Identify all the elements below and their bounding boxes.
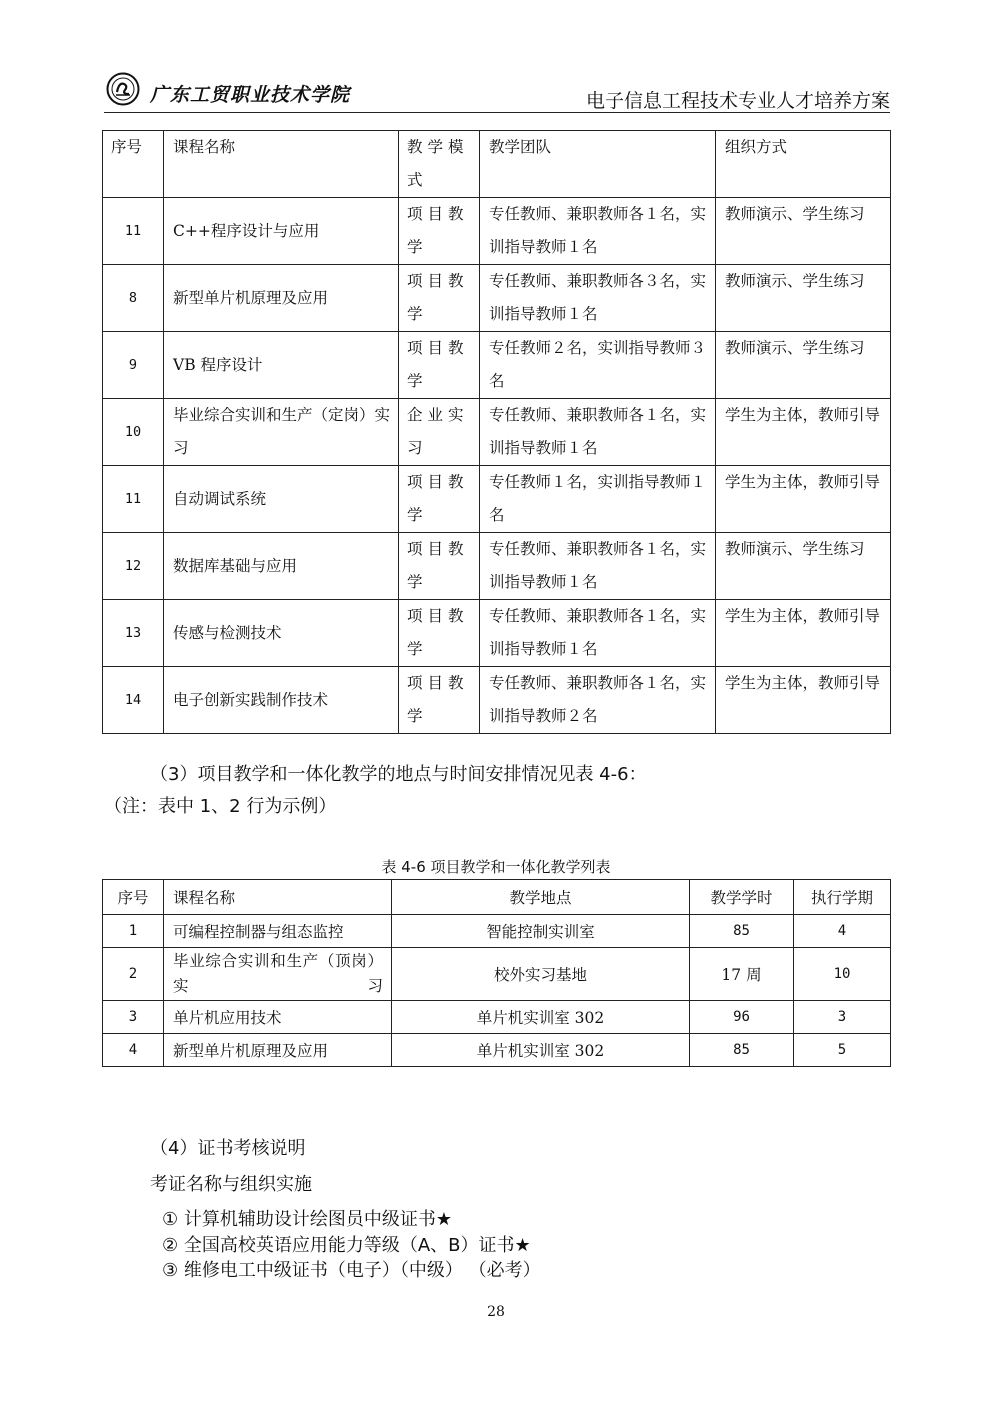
term: 10 [794, 948, 891, 1001]
teaching-team-table [102, 130, 891, 734]
teaching-place: 单片机实训室 302 [392, 1034, 690, 1067]
course-name: VB 程序设计 [164, 332, 399, 399]
course-name: 单片机应用技术 [164, 1001, 392, 1034]
teaching-mode: 项目教学 [399, 332, 480, 399]
teaching-team: 专任教师、兼职教师各３名，实训指导教师１名 [480, 265, 716, 332]
header-cell: 课程名称 [164, 131, 399, 198]
table-row [103, 948, 891, 1001]
table-header-row [103, 880, 891, 915]
table-row [103, 1034, 891, 1067]
organization-method: 学生为主体，教师引导 [716, 466, 891, 533]
table-row [103, 399, 891, 466]
teaching-mode: 项目教学 [399, 466, 480, 533]
course-name: 新型单片机原理及应用 [164, 1034, 392, 1067]
course-name: C++程序设计与应用 [164, 198, 399, 265]
teaching-place: 智能控制实训室 [392, 915, 690, 948]
page-number: 28 [487, 1304, 505, 1320]
section-4-title: （4）证书考核说明 [150, 1138, 306, 1159]
teaching-team: 专任教师１名，实训指导教师１名 [480, 466, 716, 533]
organization-method: 学生为主体，教师引导 [716, 399, 891, 466]
table-row [103, 1001, 891, 1034]
header-cell: 教学模式 [399, 131, 480, 198]
teaching-mode: 项目教学 [399, 533, 480, 600]
certificate-item: ① 计算机辅助设计绘图员中级证书★ [162, 1209, 452, 1230]
teaching-hours: 96 [690, 1001, 794, 1034]
teaching-place: 校外实习基地 [392, 948, 690, 1001]
course-name: 电子创新实践制作技术 [164, 667, 399, 734]
row-number: 14 [103, 667, 164, 734]
course-name: 毕业综合实训和生产（顶岗）实习 [164, 948, 392, 1001]
organization-method: 教师演示、学生练习 [716, 533, 891, 600]
teaching-team: 专任教师、兼职教师各１名，实训指导教师１名 [480, 600, 716, 667]
section-3-text: （3）项目教学和一体化教学的地点与时间安排情况见表 4-6： [150, 764, 647, 785]
teaching-mode: 项目教学 [399, 667, 480, 734]
row-number: 8 [103, 265, 164, 332]
term: 5 [794, 1034, 891, 1067]
table-row [103, 265, 891, 332]
table-row [103, 332, 891, 399]
teaching-mode: 项目教学 [399, 198, 480, 265]
page-header [104, 70, 890, 113]
organization-method: 学生为主体，教师引导 [716, 667, 891, 734]
teaching-mode: 企业实习 [399, 399, 480, 466]
table-row [103, 667, 891, 734]
course-name: 传感与检测技术 [164, 600, 399, 667]
header-cell: 序号 [103, 131, 164, 198]
row-number: 12 [103, 533, 164, 600]
row-number: 9 [103, 332, 164, 399]
table-row [103, 533, 891, 600]
organization-method: 学生为主体，教师引导 [716, 600, 891, 667]
teaching-hours: 85 [690, 1034, 794, 1067]
term: 4 [794, 915, 891, 948]
row-number: 3 [103, 1001, 164, 1034]
teaching-mode: 项目教学 [399, 600, 480, 667]
teaching-mode: 项目教学 [399, 265, 480, 332]
teaching-place: 单片机实训室 302 [392, 1001, 690, 1034]
teaching-team: 专任教师、兼职教师各１名，实训指导教师１名 [480, 198, 716, 265]
table-row [103, 600, 891, 667]
course-name: 新型单片机原理及应用 [164, 265, 399, 332]
course-name: 可编程控制器与组态监控 [164, 915, 392, 948]
certificate-item: ② 全国高校英语应用能力等级（A、B）证书★ [162, 1235, 531, 1256]
teaching-hours: 85 [690, 915, 794, 948]
header-cell: 组织方式 [716, 131, 891, 198]
teaching-team: 专任教师２名，实训指导教师３名 [480, 332, 716, 399]
teaching-team: 专任教师、兼职教师各１名，实训指导教师１名 [480, 399, 716, 466]
school-logo-icon [106, 72, 140, 106]
document-title: 电子信息工程技术专业人才培养方案 [585, 90, 890, 112]
header-cell: 执行学期 [794, 880, 891, 915]
header-cell: 教学地点 [392, 880, 690, 915]
row-number: 10 [103, 399, 164, 466]
organization-method: 教师演示、学生练习 [716, 198, 891, 265]
table-row [103, 915, 891, 948]
header-cell: 课程名称 [164, 880, 392, 915]
organization-method: 教师演示、学生练习 [716, 332, 891, 399]
table-row [103, 198, 891, 265]
course-name: 数据库基础与应用 [164, 533, 399, 600]
teaching-team: 专任教师、兼职教师各１名，实训指导教师１名 [480, 533, 716, 600]
section-4-subtitle: 考证名称与组织实施 [150, 1174, 312, 1195]
header-cell: 教学学时 [690, 880, 794, 915]
teaching-hours: 17 周 [690, 948, 794, 1001]
organization-method: 教师演示、学生练习 [716, 265, 891, 332]
certificate-item: ③ 维修电工中级证书（电子）（中级） （必考） [162, 1260, 541, 1281]
school-name: 广东工贸职业技术学院 [150, 84, 351, 106]
row-number: 2 [103, 948, 164, 1001]
row-number: 13 [103, 600, 164, 667]
header-cell: 序号 [103, 880, 164, 915]
row-number: 4 [103, 1034, 164, 1067]
header-cell: 教学团队 [480, 131, 716, 198]
table-row [103, 466, 891, 533]
course-name: 毕业综合实训和生产（定岗）实习 [164, 399, 399, 466]
section-3-note: （注：表中 1、2 行为示例） [104, 796, 337, 817]
table-header-row [103, 131, 891, 198]
row-number: 11 [103, 466, 164, 533]
teaching-team: 专任教师、兼职教师各１名，实训指导教师２名 [480, 667, 716, 734]
term: 3 [794, 1001, 891, 1034]
course-name: 自动调试系统 [164, 466, 399, 533]
project-teaching-table [102, 879, 891, 1067]
row-number: 1 [103, 915, 164, 948]
row-number: 11 [103, 198, 164, 265]
table-caption: 表 4-6 项目教学和一体化教学列表 [381, 858, 611, 876]
